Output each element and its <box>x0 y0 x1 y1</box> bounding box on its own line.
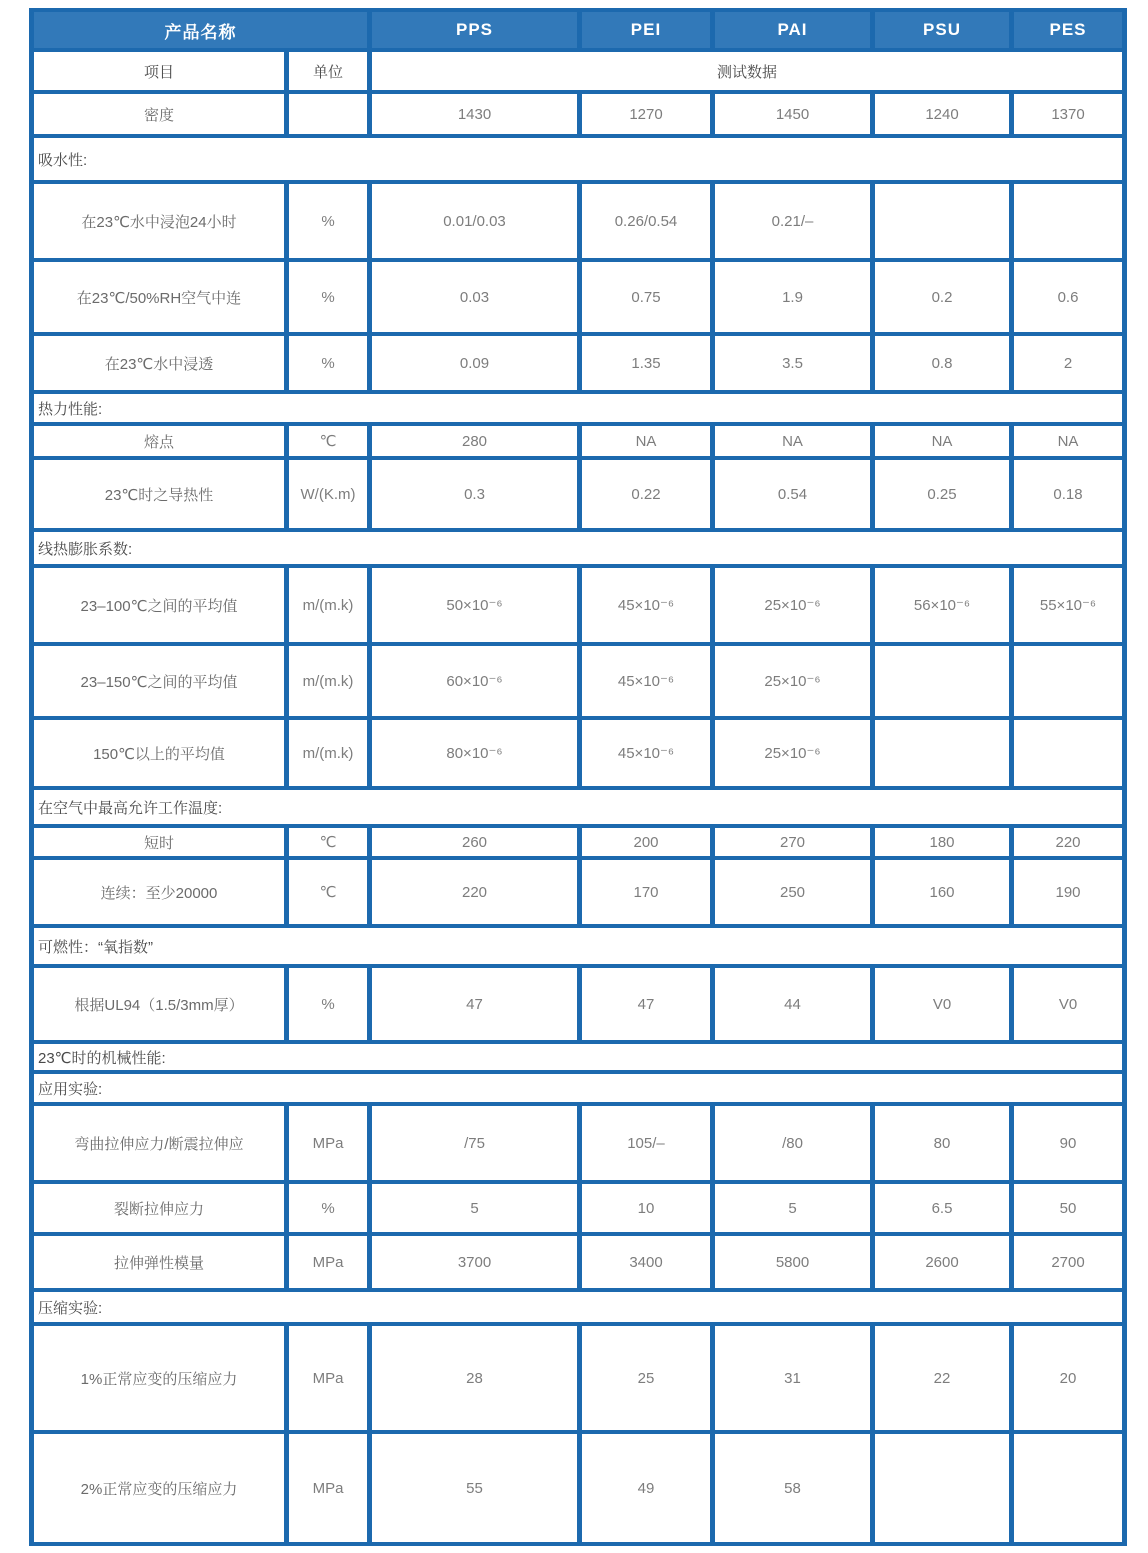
value-cell-psu: NA <box>875 426 1009 456</box>
table-row <box>34 336 1122 390</box>
table-row <box>34 828 1122 856</box>
table-row <box>34 1106 1122 1180</box>
value-cell-pai: 5 <box>715 1184 870 1232</box>
row-label: 在23℃水中浸透 <box>34 336 284 390</box>
value-cell-pes: 2 <box>1014 336 1122 390</box>
value-cell-pei: 200 <box>582 828 710 856</box>
product-header-pai: PAI <box>715 12 870 48</box>
table-row <box>34 460 1122 528</box>
value-cell-pai: 1450 <box>715 94 870 134</box>
section-label: 热力性能: <box>34 394 1122 422</box>
value-cell-pei: 45×10⁻⁶ <box>582 568 710 642</box>
product-header-pps: PPS <box>372 12 577 48</box>
product-name-header: 产品名称 <box>34 12 367 48</box>
value-cell-pes <box>1014 646 1122 716</box>
table-row <box>34 184 1122 258</box>
value-cell-pei: 10 <box>582 1184 710 1232</box>
row-unit: m/(m.k) <box>289 568 367 642</box>
value-cell-pes: 90 <box>1014 1106 1122 1180</box>
value-cell-psu: 80 <box>875 1106 1009 1180</box>
table-row <box>34 720 1122 786</box>
row-unit: MPa <box>289 1236 367 1288</box>
unit-column-header: 单位 <box>289 52 367 90</box>
section-row <box>34 138 1122 180</box>
value-cell-psu: 0.8 <box>875 336 1009 390</box>
row-unit: % <box>289 184 367 258</box>
value-cell-pai: 5800 <box>715 1236 870 1288</box>
value-cell-pps: 28 <box>372 1326 577 1430</box>
table-row <box>34 1184 1122 1232</box>
product-header-psu: PSU <box>875 12 1009 48</box>
row-unit <box>289 94 367 134</box>
row-label: 拉伸弹性模量 <box>34 1236 284 1288</box>
value-cell-pai: 1.9 <box>715 262 870 332</box>
section-label: 23℃时的机械性能: <box>34 1044 1122 1070</box>
row-unit: MPa <box>289 1326 367 1430</box>
value-cell-pai: 25×10⁻⁶ <box>715 720 870 786</box>
row-unit: % <box>289 968 367 1040</box>
row-unit: ℃ <box>289 426 367 456</box>
row-unit: MPa <box>289 1106 367 1180</box>
table-row <box>34 1434 1122 1542</box>
table-body <box>34 94 1122 1542</box>
row-unit: MPa <box>289 1434 367 1542</box>
row-label: 根据UL94（1.5/3mm厚） <box>34 968 284 1040</box>
row-unit: m/(m.k) <box>289 720 367 786</box>
section-row <box>34 790 1122 824</box>
row-unit: % <box>289 1184 367 1232</box>
value-cell-pai: 25×10⁻⁶ <box>715 568 870 642</box>
value-cell-pes: 20 <box>1014 1326 1122 1430</box>
section-row <box>34 1074 1122 1102</box>
value-cell-pei: 0.75 <box>582 262 710 332</box>
value-cell-pps: 280 <box>372 426 577 456</box>
value-cell-pps: 3700 <box>372 1236 577 1288</box>
row-unit: m/(m.k) <box>289 646 367 716</box>
table-row <box>34 860 1122 924</box>
table-row <box>34 1326 1122 1430</box>
material-spec-table <box>29 8 1127 1546</box>
value-cell-psu: 1240 <box>875 94 1009 134</box>
value-cell-pes: 2700 <box>1014 1236 1122 1288</box>
value-cell-psu: 22 <box>875 1326 1009 1430</box>
row-label: 熔点 <box>34 426 284 456</box>
table-row <box>34 568 1122 642</box>
value-cell-pes: V0 <box>1014 968 1122 1040</box>
value-cell-pps: 260 <box>372 828 577 856</box>
row-label: 150℃以上的平均值 <box>34 720 284 786</box>
value-cell-pps: 0.01/0.03 <box>372 184 577 258</box>
value-cell-pei: 170 <box>582 860 710 924</box>
row-label: 1%正常应变的压缩应力 <box>34 1326 284 1430</box>
value-cell-pei: 0.26/0.54 <box>582 184 710 258</box>
value-cell-pes: 0.18 <box>1014 460 1122 528</box>
value-cell-pes: 190 <box>1014 860 1122 924</box>
value-cell-pei: 49 <box>582 1434 710 1542</box>
value-cell-psu: 0.2 <box>875 262 1009 332</box>
row-label: 在23℃/50%RH空气中连 <box>34 262 284 332</box>
row-unit: % <box>289 336 367 390</box>
value-cell-psu: 160 <box>875 860 1009 924</box>
value-cell-pai: /80 <box>715 1106 870 1180</box>
row-label: 在23℃水中浸泡24小时 <box>34 184 284 258</box>
value-cell-pes: 1370 <box>1014 94 1122 134</box>
value-cell-psu: 6.5 <box>875 1184 1009 1232</box>
table-row <box>34 1236 1122 1288</box>
value-cell-pai: 44 <box>715 968 870 1040</box>
value-cell-pps: 0.3 <box>372 460 577 528</box>
value-cell-pei: 45×10⁻⁶ <box>582 646 710 716</box>
row-unit: W/(K.m) <box>289 460 367 528</box>
value-cell-pps: 80×10⁻⁶ <box>372 720 577 786</box>
value-cell-pes: 220 <box>1014 828 1122 856</box>
value-cell-pei: NA <box>582 426 710 456</box>
section-row <box>34 1292 1122 1322</box>
value-cell-pei: 0.22 <box>582 460 710 528</box>
value-cell-psu <box>875 1434 1009 1542</box>
value-cell-pes: NA <box>1014 426 1122 456</box>
value-cell-pai: NA <box>715 426 870 456</box>
section-label: 可燃性：“氧指数” <box>34 928 1122 964</box>
table-row <box>34 968 1122 1040</box>
test-data-header: 测试数据 <box>372 52 1122 90</box>
value-cell-pai: 58 <box>715 1434 870 1542</box>
value-cell-pai: 25×10⁻⁶ <box>715 646 870 716</box>
value-cell-pei: 3400 <box>582 1236 710 1288</box>
value-cell-pps: 50×10⁻⁶ <box>372 568 577 642</box>
value-cell-psu: 180 <box>875 828 1009 856</box>
value-cell-psu <box>875 646 1009 716</box>
row-label: 密度 <box>34 94 284 134</box>
product-header-pei: PEI <box>582 12 710 48</box>
value-cell-pps: 220 <box>372 860 577 924</box>
value-cell-pai: 31 <box>715 1326 870 1430</box>
value-cell-pes <box>1014 184 1122 258</box>
row-label: 裂断拉伸应力 <box>34 1184 284 1232</box>
value-cell-psu: 56×10⁻⁶ <box>875 568 1009 642</box>
value-cell-pps: 0.03 <box>372 262 577 332</box>
value-cell-pes: 55×10⁻⁶ <box>1014 568 1122 642</box>
section-row <box>34 394 1122 422</box>
value-cell-pai: 0.21/– <box>715 184 870 258</box>
table-row <box>34 262 1122 332</box>
section-label: 压缩实验: <box>34 1292 1122 1322</box>
section-row <box>34 1044 1122 1070</box>
value-cell-pei: 25 <box>582 1326 710 1430</box>
row-label: 连续：至少20000 <box>34 860 284 924</box>
section-row <box>34 532 1122 564</box>
value-cell-pps: 5 <box>372 1184 577 1232</box>
value-cell-psu: 2600 <box>875 1236 1009 1288</box>
value-cell-pes: 50 <box>1014 1184 1122 1232</box>
row-label: 弯曲拉伸应力/断震拉伸应 <box>34 1106 284 1180</box>
row-label: 短时 <box>34 828 284 856</box>
value-cell-pai: 0.54 <box>715 460 870 528</box>
section-label: 线热膨胀系数: <box>34 532 1122 564</box>
value-cell-pei: 1270 <box>582 94 710 134</box>
row-unit: ℃ <box>289 828 367 856</box>
product-header-row <box>34 12 1122 48</box>
value-cell-psu: V0 <box>875 968 1009 1040</box>
value-cell-pes: 0.6 <box>1014 262 1122 332</box>
value-cell-pai: 270 <box>715 828 870 856</box>
value-cell-pps: 0.09 <box>372 336 577 390</box>
value-cell-pps: 47 <box>372 968 577 1040</box>
table-row <box>34 426 1122 456</box>
value-cell-pai: 3.5 <box>715 336 870 390</box>
value-cell-psu <box>875 720 1009 786</box>
row-label: 23–150℃之间的平均值 <box>34 646 284 716</box>
value-cell-pps: 1430 <box>372 94 577 134</box>
section-label: 在空气中最高允许工作温度: <box>34 790 1122 824</box>
value-cell-pei: 45×10⁻⁶ <box>582 720 710 786</box>
section-label: 应用实验: <box>34 1074 1122 1102</box>
row-unit: % <box>289 262 367 332</box>
value-cell-psu <box>875 184 1009 258</box>
value-cell-pei: 47 <box>582 968 710 1040</box>
value-cell-pai: 250 <box>715 860 870 924</box>
value-cell-psu: 0.25 <box>875 460 1009 528</box>
section-label: 吸水性: <box>34 138 1122 180</box>
table-row <box>34 94 1122 134</box>
row-label: 2%正常应变的压缩应力 <box>34 1434 284 1542</box>
product-header-pes: PES <box>1014 12 1122 48</box>
value-cell-pps: /75 <box>372 1106 577 1180</box>
item-column-header: 项目 <box>34 52 284 90</box>
value-cell-pps: 60×10⁻⁶ <box>372 646 577 716</box>
row-label: 23℃时之导热性 <box>34 460 284 528</box>
value-cell-pei: 1.35 <box>582 336 710 390</box>
table-row <box>34 646 1122 716</box>
value-cell-pes <box>1014 720 1122 786</box>
row-unit: ℃ <box>289 860 367 924</box>
value-cell-pes <box>1014 1434 1122 1542</box>
row-label: 23–100℃之间的平均值 <box>34 568 284 642</box>
subheader-row <box>34 52 1122 90</box>
value-cell-pps: 55 <box>372 1434 577 1542</box>
value-cell-pei: 105/– <box>582 1106 710 1180</box>
section-row <box>34 928 1122 964</box>
